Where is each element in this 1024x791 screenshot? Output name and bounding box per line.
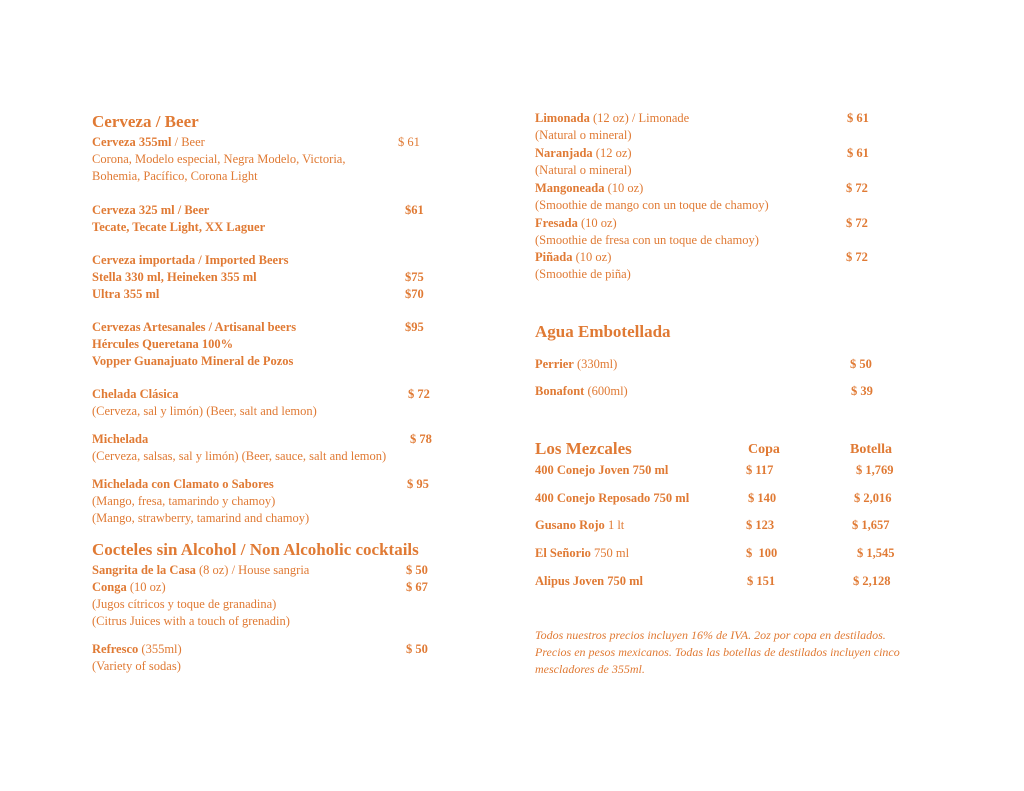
mezcal-row-3-name: Gusano Rojo (535, 518, 605, 532)
water-item-1-detail: (330ml) (573, 357, 618, 371)
beer-item-3-price-1: $75 (405, 270, 424, 284)
cocktail-item-3-price: $ 50 (406, 642, 428, 656)
drink-item-1-name: Limonada (535, 111, 590, 125)
beer-item-5-desc: (Cerveza, sal y limón) (Beer, salt and lemon) (92, 404, 317, 418)
note-line-2: Precios en pesos mexicanos. Todas las botellas de destilados incluyen cinco (535, 645, 900, 659)
drink-item-1-price: $ 61 (847, 111, 869, 125)
mezcal-row-4-name: El Señorio (535, 546, 591, 560)
cocktail-item-2-desc-1: (Jugos cítricos y toque de granadina) (92, 597, 277, 611)
drink-item-4-name: Fresada (535, 216, 578, 230)
mezcal-row-4-botella: $ 1,545 (857, 546, 895, 560)
drink-item-3-title (535, 180, 643, 197)
cocktail-item-3-desc: (Variety of sodas) (92, 659, 181, 673)
beer-item-3-price-2: $70 (405, 287, 424, 301)
water-item-2-detail: (600ml) (584, 384, 628, 398)
mezcal-col-copa: Copa (748, 442, 780, 457)
drink-item-1-desc: (Natural o mineral) (535, 128, 632, 142)
water-item-2-price: $ 39 (851, 384, 873, 398)
mezcal-row-2-name: 400 Conejo Reposado 750 ml (535, 491, 690, 505)
water-item-1-name: Perrier (535, 357, 574, 371)
mezcal-row-2-copa: $ 140 (748, 491, 777, 505)
water-item-2-name: Bonafont (535, 384, 585, 398)
drink-item-4-title (535, 215, 617, 232)
beer-item-6-name: Michelada (92, 432, 149, 446)
cocktail-item-2-price: $ 67 (406, 580, 428, 594)
drink-item-5-title (535, 249, 611, 266)
drink-item-2-desc: (Natural o mineral) (535, 163, 632, 177)
beer-item-4-line-2: Vopper Guanajuato Mineral de Pozos (92, 354, 294, 368)
note-line-3: mescladores de 355ml. (535, 662, 645, 676)
drink-item-2-name: Naranjada (535, 146, 593, 160)
mezcal-col-botella: Botella (850, 442, 892, 457)
mezcal-row-3-detail: 1 lt (604, 518, 625, 532)
mezcal-heading: Los Mezcales (535, 439, 632, 458)
cocktail-item-1-detail: (8 oz) / House sangria (195, 563, 310, 577)
beer-item-7-desc-1: (Mango, fresa, tamarindo y chamoy) (92, 494, 276, 508)
drink-item-5-name: Piñada (535, 250, 573, 264)
beer-item-3-name: Cerveza importada / Imported Beers (92, 253, 289, 267)
water-item-1-title (535, 356, 617, 373)
mezcal-row-5-title (535, 573, 643, 590)
cocktail-item-2-detail: (10 oz) (126, 580, 166, 594)
beer-item-1-title (92, 134, 205, 151)
drink-item-3-desc: (Smoothie de mango con un toque de chamoy) (535, 198, 769, 212)
drink-item-5-detail: (10 oz) (572, 250, 612, 264)
beer-item-7-price: $ 95 (407, 477, 429, 491)
beer-item-6-desc: (Cerveza, salsas, sal y limón) (Beer, sauce, salt and lemon) (92, 449, 387, 463)
cocktail-item-3-detail: (355ml) (138, 642, 182, 656)
cocktail-item-2-desc-2: (Citrus Juices with a touch of grenadin) (92, 614, 290, 628)
cocktail-item-1-title (92, 562, 309, 579)
drink-item-4-price: $ 72 (846, 216, 868, 230)
drink-item-4-detail: (10 oz) (577, 216, 617, 230)
beer-heading: Cerveza / Beer (92, 112, 199, 131)
beer-item-2-name: Cerveza 325 ml / Beer (92, 203, 210, 217)
drink-item-3-name: Mangoneada (535, 181, 605, 195)
beer-item-7-name: Michelada con Clamato o Sabores (92, 477, 274, 491)
cocktails-heading: Cocteles sin Alcohol / Non Alcoholic cocktails (92, 540, 419, 559)
cocktail-item-1-price: $ 50 (406, 563, 428, 577)
drink-item-2-title (535, 145, 632, 162)
beer-item-2-price: $61 (405, 203, 424, 217)
mezcal-row-1-title (535, 462, 668, 479)
mezcal-row-2-botella: $ 2,016 (854, 491, 892, 505)
beer-item-1-desc-2: Bohemia, Pacífico, Corona Light (92, 169, 258, 183)
drink-item-1-detail: (12 oz) / Limonade (589, 111, 690, 125)
drink-item-4-desc: (Smoothie de fresa con un toque de chamoy) (535, 233, 759, 247)
mezcal-row-4-title (535, 545, 629, 562)
beer-item-5-price: $ 72 (408, 387, 430, 401)
beer-item-4-name: Cervezas Artesanales / Artisanal beers (92, 320, 297, 334)
mezcal-row-3-copa: $ 123 (746, 518, 775, 532)
drink-item-5-price: $ 72 (846, 250, 868, 264)
beer-item-3-line-1: Stella 330 ml, Heineken 355 ml (92, 270, 257, 284)
water-heading: Agua Embotellada (535, 322, 671, 341)
mezcal-row-2-title (535, 490, 689, 507)
drink-item-2-price: $ 61 (847, 146, 869, 160)
cocktail-item-2-title (92, 579, 166, 596)
beer-item-1-suffix: / Beer (171, 135, 205, 149)
mezcal-row-1-name: 400 Conejo Joven 750 ml (535, 463, 669, 477)
drink-item-3-price: $ 72 (846, 181, 868, 195)
beer-item-2-desc: Tecate, Tecate Light, XX Laguer (92, 220, 266, 234)
beer-item-4-price: $95 (405, 320, 424, 334)
drink-item-1-title (535, 110, 689, 127)
mezcal-row-1-copa: $ 117 (746, 463, 774, 477)
beer-item-7-desc-2: (Mango, strawberry, tamarind and chamoy) (92, 511, 310, 525)
cocktail-item-3-title (92, 641, 182, 658)
mezcal-row-3-title (535, 517, 624, 534)
beer-item-6-price: $ 78 (410, 432, 432, 446)
mezcal-row-5-botella: $ 2,128 (853, 574, 891, 588)
drink-item-3-detail: (10 oz) (604, 181, 644, 195)
beer-item-1-price: $ 61 (398, 135, 420, 149)
beer-item-4-line-1: Hércules Queretana 100% (92, 337, 234, 351)
drink-item-5-desc: (Smoothie de piña) (535, 267, 631, 281)
cocktail-item-3-name: Refresco (92, 642, 139, 656)
drink-item-2-detail: (12 oz) (592, 146, 632, 160)
mezcal-row-3-botella: $ 1,657 (852, 518, 890, 532)
water-item-1-price: $ 50 (850, 357, 872, 371)
beer-item-1-desc-1: Corona, Modelo especial, Negra Modelo, Victoria, (92, 152, 346, 166)
beer-item-3-line-2: Ultra 355 ml (92, 287, 160, 301)
beer-item-1-name: Cerveza 355ml (92, 135, 172, 149)
water-item-2-title (535, 383, 628, 400)
mezcal-row-5-name: Alipus Joven 750 ml (535, 574, 644, 588)
mezcal-row-4-detail: 750 ml (590, 546, 630, 560)
note-line-1: Todos nuestros precios incluyen 16% de IVA. 2oz por copa en destilados. (535, 628, 886, 642)
beer-item-5-name: Chelada Clásica (92, 387, 179, 401)
mezcal-row-1-botella: $ 1,769 (856, 463, 894, 477)
cocktail-item-2-name: Conga (92, 580, 127, 594)
cocktail-item-1-name: Sangrita de la Casa (92, 563, 196, 577)
mezcal-row-4-copa: $ 100 (746, 546, 778, 560)
mezcal-row-5-copa: $ 151 (747, 574, 776, 588)
